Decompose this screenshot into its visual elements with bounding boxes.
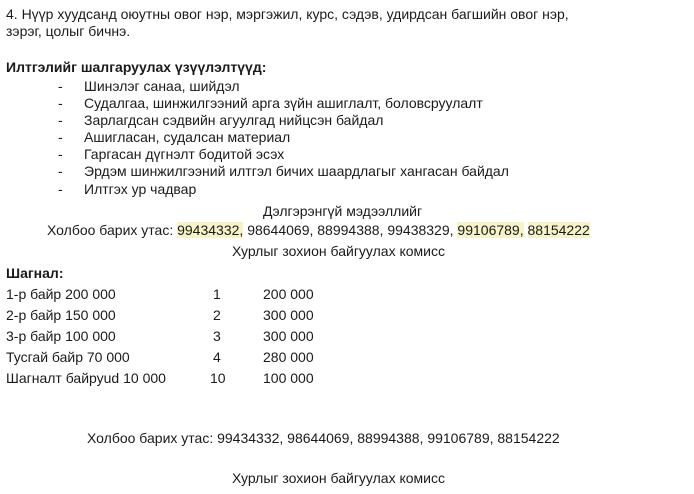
bullet-dash: - [58,129,63,145]
prize-name: Шагналт байруud 10 000 [6,370,166,386]
phone-label: Холбоо барих утас: [47,222,174,238]
prize-name: 3-р байр 100 000 [6,328,116,344]
prize-name: 1-р байр 200 000 [6,286,116,302]
prize-count: 10 [210,370,226,386]
prizes-heading: Шагнал: [6,265,64,281]
phone-number: 99438329, [387,222,454,238]
prize-total: 280 000 [263,349,314,365]
prize-count: 4 [213,349,221,365]
bullet-dash: - [58,146,63,162]
bullet-dash: - [58,78,63,94]
criteria-item-text: Зарлагдсан сэдвийн агуулгад нийцсэн байдал [84,112,384,128]
prize-total: 100 000 [263,370,314,386]
bullet-dash: - [58,95,63,111]
criteria-item-text: Судалгаа, шинжилгээний арга зүйн ашиглалт, боловсруулалт [84,95,483,111]
prize-name: Тусгай байр 70 000 [6,349,130,365]
phone-number: 99106789, [457,222,524,238]
bullet-dash: - [58,163,63,179]
prize-count: 2 [213,307,221,323]
organizer-text: Хурлыг зохион байгуулах комисс [232,243,445,259]
footer-organizer: Хурлыг зохион байгуулах комисс [232,470,445,486]
criteria-item-text: Эрдэм шинжилгээний илтгэл бичих шаардлагыг хангасан байдал [84,163,509,179]
prize-total: 300 000 [263,307,314,323]
footer-phone-line: Холбоо барих утас: 99434332, 98644069, 88994388, 99106789, 88154222 [87,430,560,446]
phone-number: 88994388, [317,222,384,238]
prize-total: 300 000 [263,328,314,344]
info-title: Дэлгэрэнгүй мэдээллийг [263,203,423,219]
prize-count: 3 [213,328,221,344]
phone-number: 99434332, [177,222,244,238]
bullet-dash: - [58,181,63,197]
criteria-item-text: Шинэлэг санаа, шийдэл [84,78,240,94]
phone-number: 98644069, [247,222,314,238]
criteria-item-text: Илтгэх ур чадвар [84,181,197,197]
criteria-item-text: Гаргасан дүгнэлт бодитой эсэх [84,146,285,162]
criteria-heading: Илтгэлийг шалгаруулах үзүүлэлтүүд: [6,59,267,75]
prize-name: 2-р байр 150 000 [6,307,116,323]
phone-number: 88154222 [527,222,590,238]
prize-total: 200 000 [263,286,314,302]
intro-line-2: зэрэг, цолыг бичнэ. [6,23,131,39]
criteria-item-text: Ашигласан, судалсан материал [84,129,291,145]
contact-phone-line [47,221,590,239]
prize-count: 1 [213,286,221,302]
intro-line-1: 4. Нүүр хуудсанд оюутны овог нэр, мэргэжил, курс, сэдэв, удирдсан багшийн овог нэр, [6,6,569,22]
bullet-dash: - [58,112,63,128]
